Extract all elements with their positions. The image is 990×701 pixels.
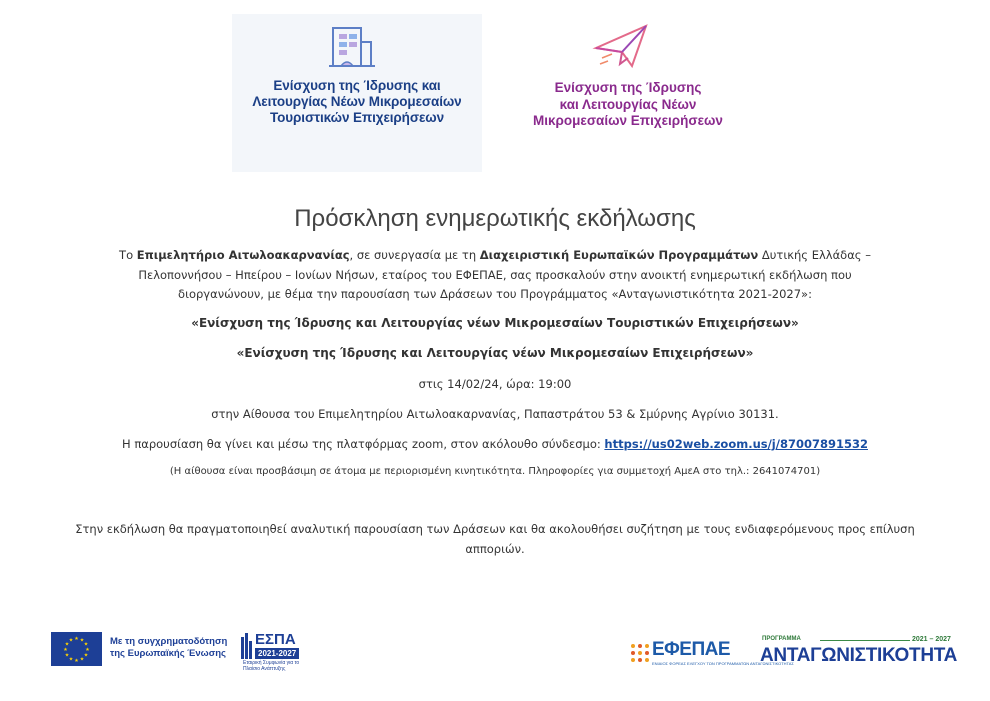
svg-text:★: ★ (83, 641, 89, 648)
paper-plane-icon (592, 22, 652, 72)
page-title: Πρόσκληση ενημερωτικής εκδήλωσης (294, 205, 696, 232)
espa-logo: ΕΣΠΑ 2021-2027 Εταιρική Συμφωνία για το Πλαίσιο Ανάπτυξης (243, 631, 300, 672)
event-datetime: στις 14/02/24, ώρα: 19:00 (418, 377, 572, 391)
intro-paragraph: Το Επιμελητήριο Αιτωλοακαρνανίας, σε συνεργασία με τη Διαχειριστική Ευρωπαϊκών Προγραμμάτων Δυτικής Ελλάδας – Πελοποννήσου – Ηπείρου – Ιονίων Νήσων, εταίρος του ΕΦΕΠΑΕ, σας προσκαλούν στην ανοικτή ενημερωτική εκδήλωση που διοργανώνουν, με θέμα την παρουσίαση των Δράσεων του Προγράμματος «Ανταγωνιστικότητα 2021-2027»: (119, 248, 871, 301)
chamber-name: Επιμελητήριο Αιτωλοακαρνανίας (136, 248, 350, 262)
event-venue: στην Αίθουσα του Επιμελητηρίου Αιτωλοακαρνανίας, Παπαστράτου 53 & Σμύρνης Αγρίνιο 30131. (211, 407, 779, 421)
espa-bars-icon (241, 633, 253, 659)
logo-tourism-text: Ενίσχυση της Ίδρυσης και Λειτουργίας Νέων Μικρομεσαίων Τουριστικών Επιχειρήσεων (252, 78, 462, 125)
action-tourism-title: «Ενίσχυση της Ίδρυσης και Λειτουργίας νέων Μικρομεσαίων Τουριστικών Επιχειρήσεων» (191, 316, 799, 330)
eu-flag-icon (51, 632, 102, 666)
svg-text:★: ★ (79, 656, 85, 663)
closing-paragraph: Στην εκδήλωση θα πραγματοποιηθεί αναλυτική παρουσίαση των Δράσεων και θα ακολουθήσει συζήτηση με τους ενδιαφερόμενους προς επίλυση απποριών. (75, 522, 915, 556)
action-sme-title: «Ενίσχυση της Ίδρυσης και Λειτουργίας νέων Μικρομεσαίων Επιχειρήσεων» (236, 346, 754, 360)
svg-text:★: ★ (68, 637, 74, 644)
svg-text:★: ★ (85, 647, 90, 653)
zoom-line: Η παρουσίαση θα γίνει και μέσω της πλατφόρμας zoom, στον ακόλουθο σύνδεσμο: https://us02web.zoom.us/j/87007891532 (122, 437, 868, 451)
efepae-dots-icon (630, 643, 650, 663)
svg-text:★: ★ (64, 652, 70, 659)
svg-text:★: ★ (83, 652, 89, 659)
divider (820, 640, 910, 641)
svg-text:★: ★ (63, 647, 68, 653)
accessibility-note: (Η αίθουσα είναι προσβάσιμη σε άτομα με περιορισμένη κινητικότητα. Πληροφορίες για συμμετοχή ΑμεΑ στο τηλ.: 2641074701) (169, 466, 821, 477)
svg-text:★: ★ (74, 636, 79, 642)
svg-text:★: ★ (64, 641, 70, 648)
building-icon (327, 22, 377, 72)
managing-authority-name: Διαχειριστική Ευρωπαϊκών Προγραμμάτων (479, 248, 759, 262)
svg-text:★: ★ (74, 658, 79, 664)
svg-text:★: ★ (79, 637, 85, 644)
zoom-link[interactable]: https://us02web.zoom.us/j/87007891532 (604, 437, 868, 451)
eu-cofunding-text: Με τη συγχρηματοδότηση της Ευρωπαϊκής Ένωσης (110, 636, 228, 659)
svg-text:★: ★ (68, 656, 74, 663)
logo-sme-text: Ενίσχυση της Ίδρυσης και Λειτουργίας Νέων Μικρομεσαίων Επιχειρήσεων (533, 80, 723, 128)
